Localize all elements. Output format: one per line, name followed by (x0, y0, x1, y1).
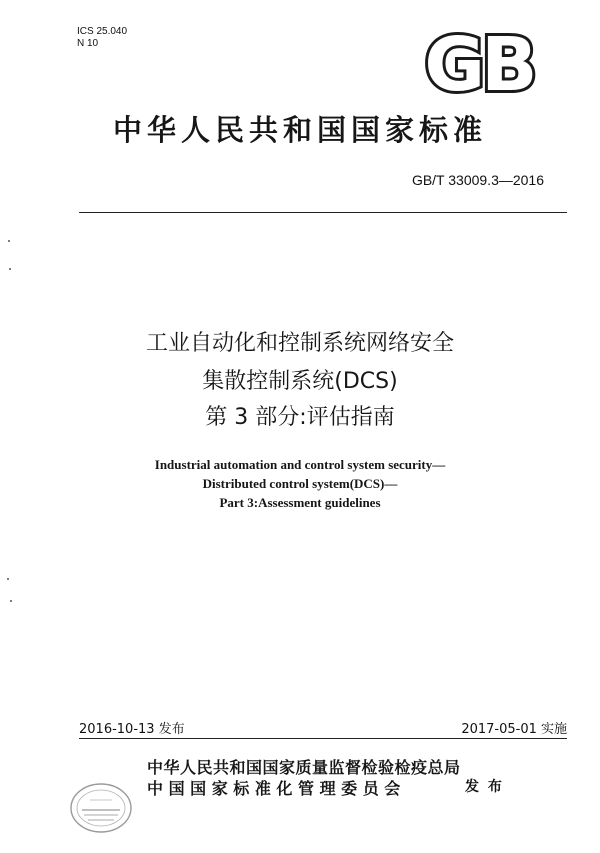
implement-date: 2017-05-01 实施 (461, 722, 567, 737)
title-cn-line3: 第 3 部分:评估指南 (205, 405, 395, 430)
classification-codes (77, 26, 127, 50)
scan-speck (7, 578, 9, 580)
issuer-sac: 中 国 国 家 标 准 化 管 理 委 员 会 (147, 779, 401, 798)
title-en-line3: Part 3:Assessment guidelines (219, 495, 381, 510)
title-en-line1: Industrial automation and control system security— (154, 457, 446, 472)
issue-verb: 发 布 (465, 779, 504, 795)
standard-number: GB/T 33009.3—2016 (411, 172, 544, 188)
title-cn-line2: 集散控制系统(DCS) (202, 369, 398, 394)
gb-logo (418, 30, 540, 96)
scan-speck (9, 268, 11, 270)
circular-stamp (66, 780, 136, 836)
standard-title: 中华人民共和国国家标准 (112, 113, 487, 147)
issuer-aqsiq: 中华人民共和国国家质量监督检验检疫总局 (147, 758, 461, 777)
title-en-line2: Distributed control system(DCS)— (202, 476, 398, 491)
ics-code: ICS 25.040 (77, 26, 128, 37)
publish-date: 2016-10-13 发布 (79, 722, 185, 737)
footer-divider (79, 738, 567, 739)
ccs-code: N 10 (77, 38, 99, 49)
title-cn-line1: 工业自动化和控制系统网络安全 (145, 331, 454, 356)
gb-logo-text: GB (424, 30, 534, 96)
header-divider (79, 212, 567, 213)
scan-speck (10, 600, 12, 602)
scan-speck (8, 240, 10, 242)
